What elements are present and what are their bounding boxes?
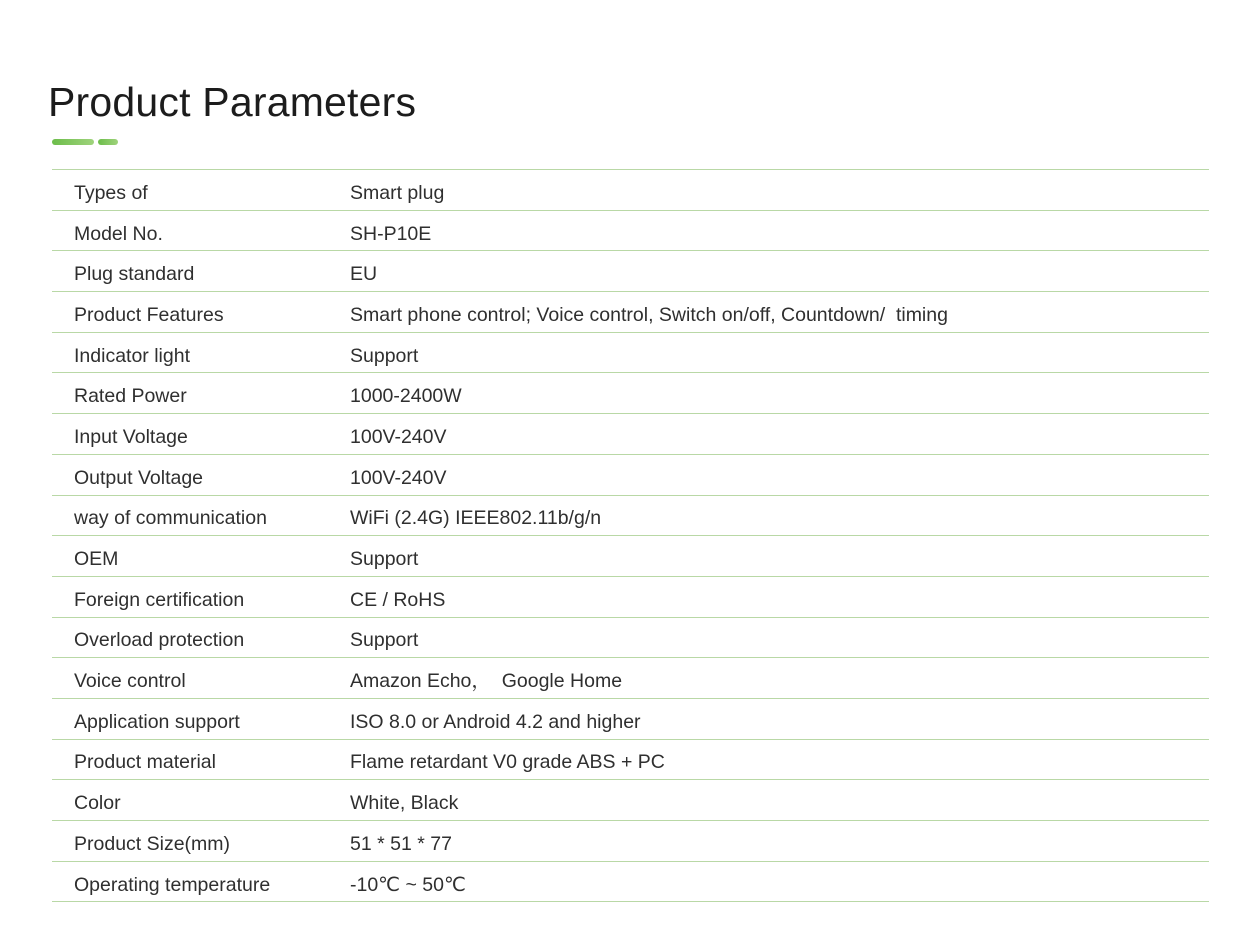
title-accent-bar-long bbox=[52, 139, 94, 145]
parameter-value: CE / RoHS bbox=[350, 588, 446, 611]
table-row bbox=[52, 618, 1209, 659]
table-row bbox=[52, 821, 1209, 862]
table-row bbox=[52, 496, 1209, 537]
parameter-label: Product Features bbox=[74, 303, 224, 326]
parameter-label: Product material bbox=[74, 751, 216, 774]
parameter-value: Flame retardant V0 grade ABS + PC bbox=[350, 751, 665, 774]
parameter-label: way of communication bbox=[74, 507, 267, 530]
table-row bbox=[52, 780, 1209, 821]
table-row bbox=[52, 862, 1209, 903]
title-accent-bar-short bbox=[98, 139, 118, 145]
parameter-label: Color bbox=[74, 792, 121, 815]
table-row bbox=[52, 414, 1209, 455]
parameter-label: OEM bbox=[74, 548, 119, 571]
parameter-value: 51 * 51 * 77 bbox=[350, 832, 452, 855]
parameter-label: Plug standard bbox=[74, 263, 195, 286]
table-row bbox=[52, 740, 1209, 781]
parameters-table bbox=[52, 169, 1209, 902]
page-title: Product Parameters bbox=[48, 79, 417, 125]
parameter-value: 100V-240V bbox=[350, 466, 447, 489]
parameter-value: Smart plug bbox=[350, 181, 445, 204]
parameter-label: Rated Power bbox=[74, 385, 187, 408]
parameter-label: Overload protection bbox=[74, 629, 245, 652]
parameter-label: Product Size(mm) bbox=[74, 832, 231, 855]
parameter-value: Support bbox=[350, 548, 419, 571]
parameter-label: Voice control bbox=[74, 670, 186, 693]
table-row bbox=[52, 455, 1209, 496]
parameter-value: -10℃ ~ 50℃ bbox=[350, 873, 466, 896]
parameter-label: Input Voltage bbox=[74, 425, 188, 448]
parameter-label: Foreign certification bbox=[74, 588, 245, 611]
parameter-value: EU bbox=[350, 263, 378, 286]
parameter-label: Model No. bbox=[74, 222, 163, 245]
table-row bbox=[52, 577, 1209, 618]
parameter-value: ISO 8.0 or Android 4.2 and higher bbox=[350, 710, 641, 733]
table-row bbox=[52, 536, 1209, 577]
table-row bbox=[52, 333, 1209, 374]
table-row bbox=[52, 699, 1209, 740]
parameter-value: 100V-240V bbox=[350, 425, 447, 448]
parameter-value: WiFi (2.4G) IEEE802.11b/g/n bbox=[350, 507, 602, 530]
parameter-value: SH-P10E bbox=[350, 222, 432, 245]
table-row bbox=[52, 170, 1209, 211]
table-row bbox=[52, 211, 1209, 252]
table-row bbox=[52, 658, 1209, 699]
parameter-label: Indicator light bbox=[74, 344, 190, 367]
parameter-label: Operating temperature bbox=[74, 873, 271, 896]
parameter-label: Output Voltage bbox=[74, 466, 204, 489]
parameter-label: Application support bbox=[74, 710, 240, 733]
table-row bbox=[52, 373, 1209, 414]
parameter-value: Support bbox=[350, 629, 419, 652]
parameter-value: White, Black bbox=[350, 792, 459, 815]
parameter-value: Smart phone control; Voice control, Switch on/off, Countdown/ timing bbox=[350, 303, 948, 326]
parameter-value: Support bbox=[350, 344, 419, 367]
parameter-value: 1000-2400W bbox=[350, 385, 462, 408]
table-row bbox=[52, 251, 1209, 292]
parameter-value: Amazon Echo， Google Home bbox=[350, 670, 623, 693]
table-row bbox=[52, 292, 1209, 333]
parameter-label: Types of bbox=[74, 181, 148, 204]
